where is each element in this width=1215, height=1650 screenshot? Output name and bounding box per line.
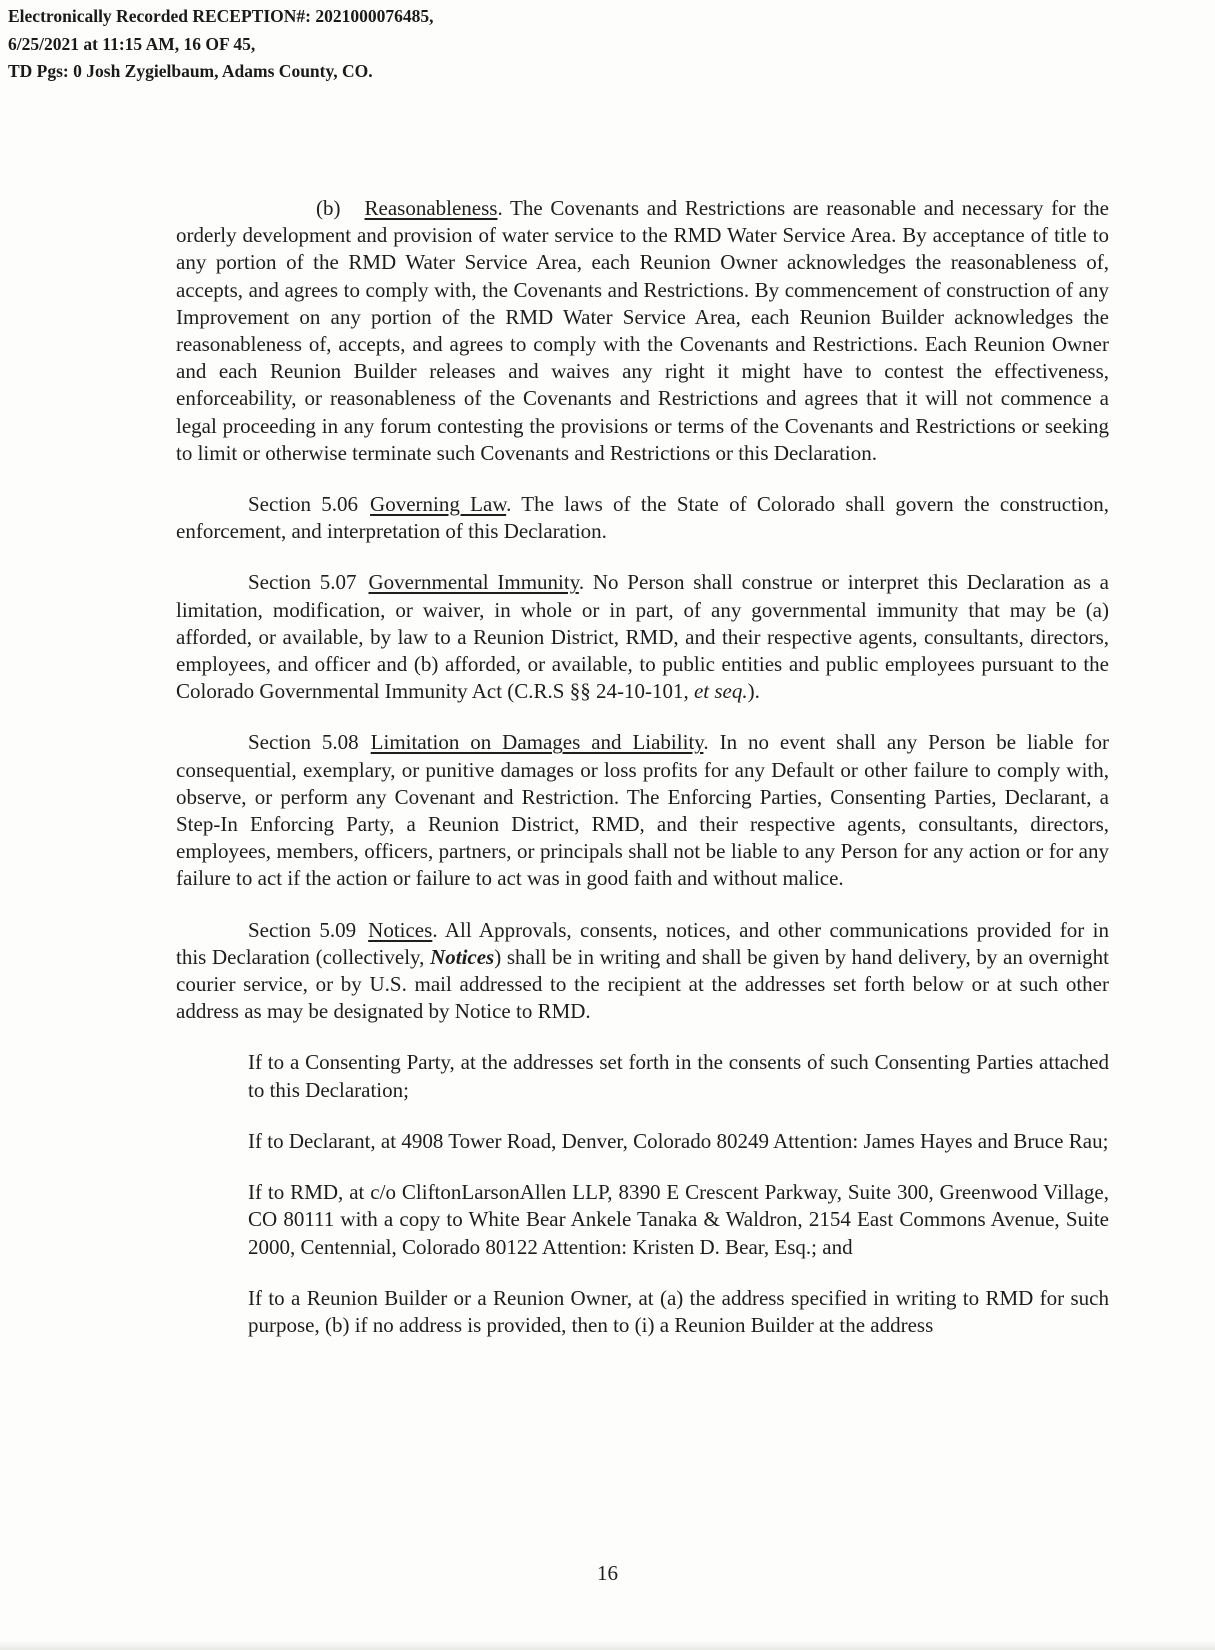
section-5-07 [176,569,1109,705]
section-number: Section 5.09 [248,917,357,942]
scan-edge [0,1640,1215,1650]
section-5-09 [176,917,1109,1026]
heading-governing-law: Governing Law [370,492,507,517]
reasonableness-text: . The Covenants and Restrictions are reasonable and necessary for the orderly development and provision of water service to the RMD Water Service Area. By acceptance of title to any portion of the RMD Water Service Area, each Reunion Owner acknowledges the reasonableness of, accepts, and agrees to comply with, the Covenants and Restrictions. By commencement of construction of any Improvement on any portion of the RMD Water Service Area, each Reunion Builder acknowledges the reasonableness of, accepts, and agrees to comply with the Covenants and Restrictions. Each Reunion Owner and each Reunion Builder releases and waives any right it might have to contest the effectiveness, enforceability, or reasonableness of the Covenants and Restrictions and agrees that it will not commence a legal proceeding in any forum contesting the provisions or terms of the Covenants and Restrictions or seeking to limit or otherwise terminate such Covenants and Restrictions or this Declaration. [176,196,1109,465]
address-builder-owner: If to a Reunion Builder or a Reunion Owner, at (a) the address specified in writing to RMD for such purpose, (b) if no address is provided, then to (i) a Reunion Builder at the address [248,1285,1109,1337]
section-text-after: ) shall be in writing and shall be given by hand delivery, by an overnight courier service, or by U.S. mail addressed to the recipient at the addresses set forth below or at such other address as may be designated by Notice to RMD. [176,944,1109,1024]
paragraph-reasonableness [176,195,1109,467]
document-body [176,195,1109,1363]
section-5-08 [176,729,1109,892]
heading-reasonableness: Reasonableness [364,196,498,220]
heading-limitation-on-damages: Limitation on Damages and Liability [370,730,704,755]
stamp-line-1: Electronically Recorded RECEPTION#: 2021000076485, [8,6,434,26]
recording-stamp [8,3,433,86]
section-number: Section 5.06 [248,492,359,517]
section-number: Section 5.08 [248,730,359,755]
address-consenting-party: If to a Consenting Party, at the addresses set forth in the consents of such Consenting Parties attached to this Declaration; [248,1050,1109,1102]
section-text: . No Person shall construe or interpret this Declaration as a limitation, modification, or waiver, in whole or in part, of any governmental immunity that may be (a) afforded, or available, by law to a Reunion District, RMD, and their respective agents, consultants, directors, employees, and officer and (b) afforded, or available, to public entities and public employees pursuant to the Colorado Governmental Immunity Act (C.R.S §§ 24-10-101, [176,570,1109,704]
address-rmd: If to RMD, at c/o CliftonLarsonAllen LLP, 8390 E Crescent Parkway, Suite 300, Greenwood Village, CO 80111 with a copy to White Bear Ankele Tanaka & Waldron, 2154 East Commons Avenue, Suite 2000, Centennial, Colorado 80122 Attention: Kristen D. Bear, Esq.; and [248,1180,1109,1259]
et-seq: et seq. [693,679,748,704]
defined-term-notices: Notices [430,944,495,969]
section-text: . The laws of the State of Colorado shall govern the construction, enforcement, and interpretation of this Declaration. [176,492,1109,544]
heading-notices: Notices [368,917,433,942]
section-5-06 [176,491,1109,545]
heading-governmental-immunity: Governmental Immunity [368,570,579,595]
subsection-label: (b) [316,196,341,220]
section-number: Section 5.07 [248,570,357,595]
section-text-end: ). [747,679,760,704]
section-text: . In no event shall any Person be liable for consequential, exemplary, or punitive damages or loss profits for any Default or other failure to comply with, observe, or perform any Covenant and Restriction. The Enforcing Parties, Consenting Parties, Declarant, a Step-In Enforcing Party, a Reunion District, RMD, and their respective agents, consultants, directors, employees, members, officers, partners, or principals shall not be liable to any Person for any action or for any failure to act if the action or failure to act was in good faith and without malice. [176,730,1109,891]
page-number: 16 [597,1561,618,1585]
stamp-line-2: 6/25/2021 at 11:15 AM, 16 OF 45, [8,33,256,54]
section-text: . All Approvals, consents, notices, and other communications provided for in this Declaration (collectively, [176,917,1109,969]
address-declarant: If to Declarant, at 4908 Tower Road, Denver, Colorado 80249 Attention: James Hayes and Bruce Rau; [248,1128,1109,1153]
stamp-line-3: TD Pgs: 0 Josh Zygielbaum, Adams County, CO. [8,61,373,81]
